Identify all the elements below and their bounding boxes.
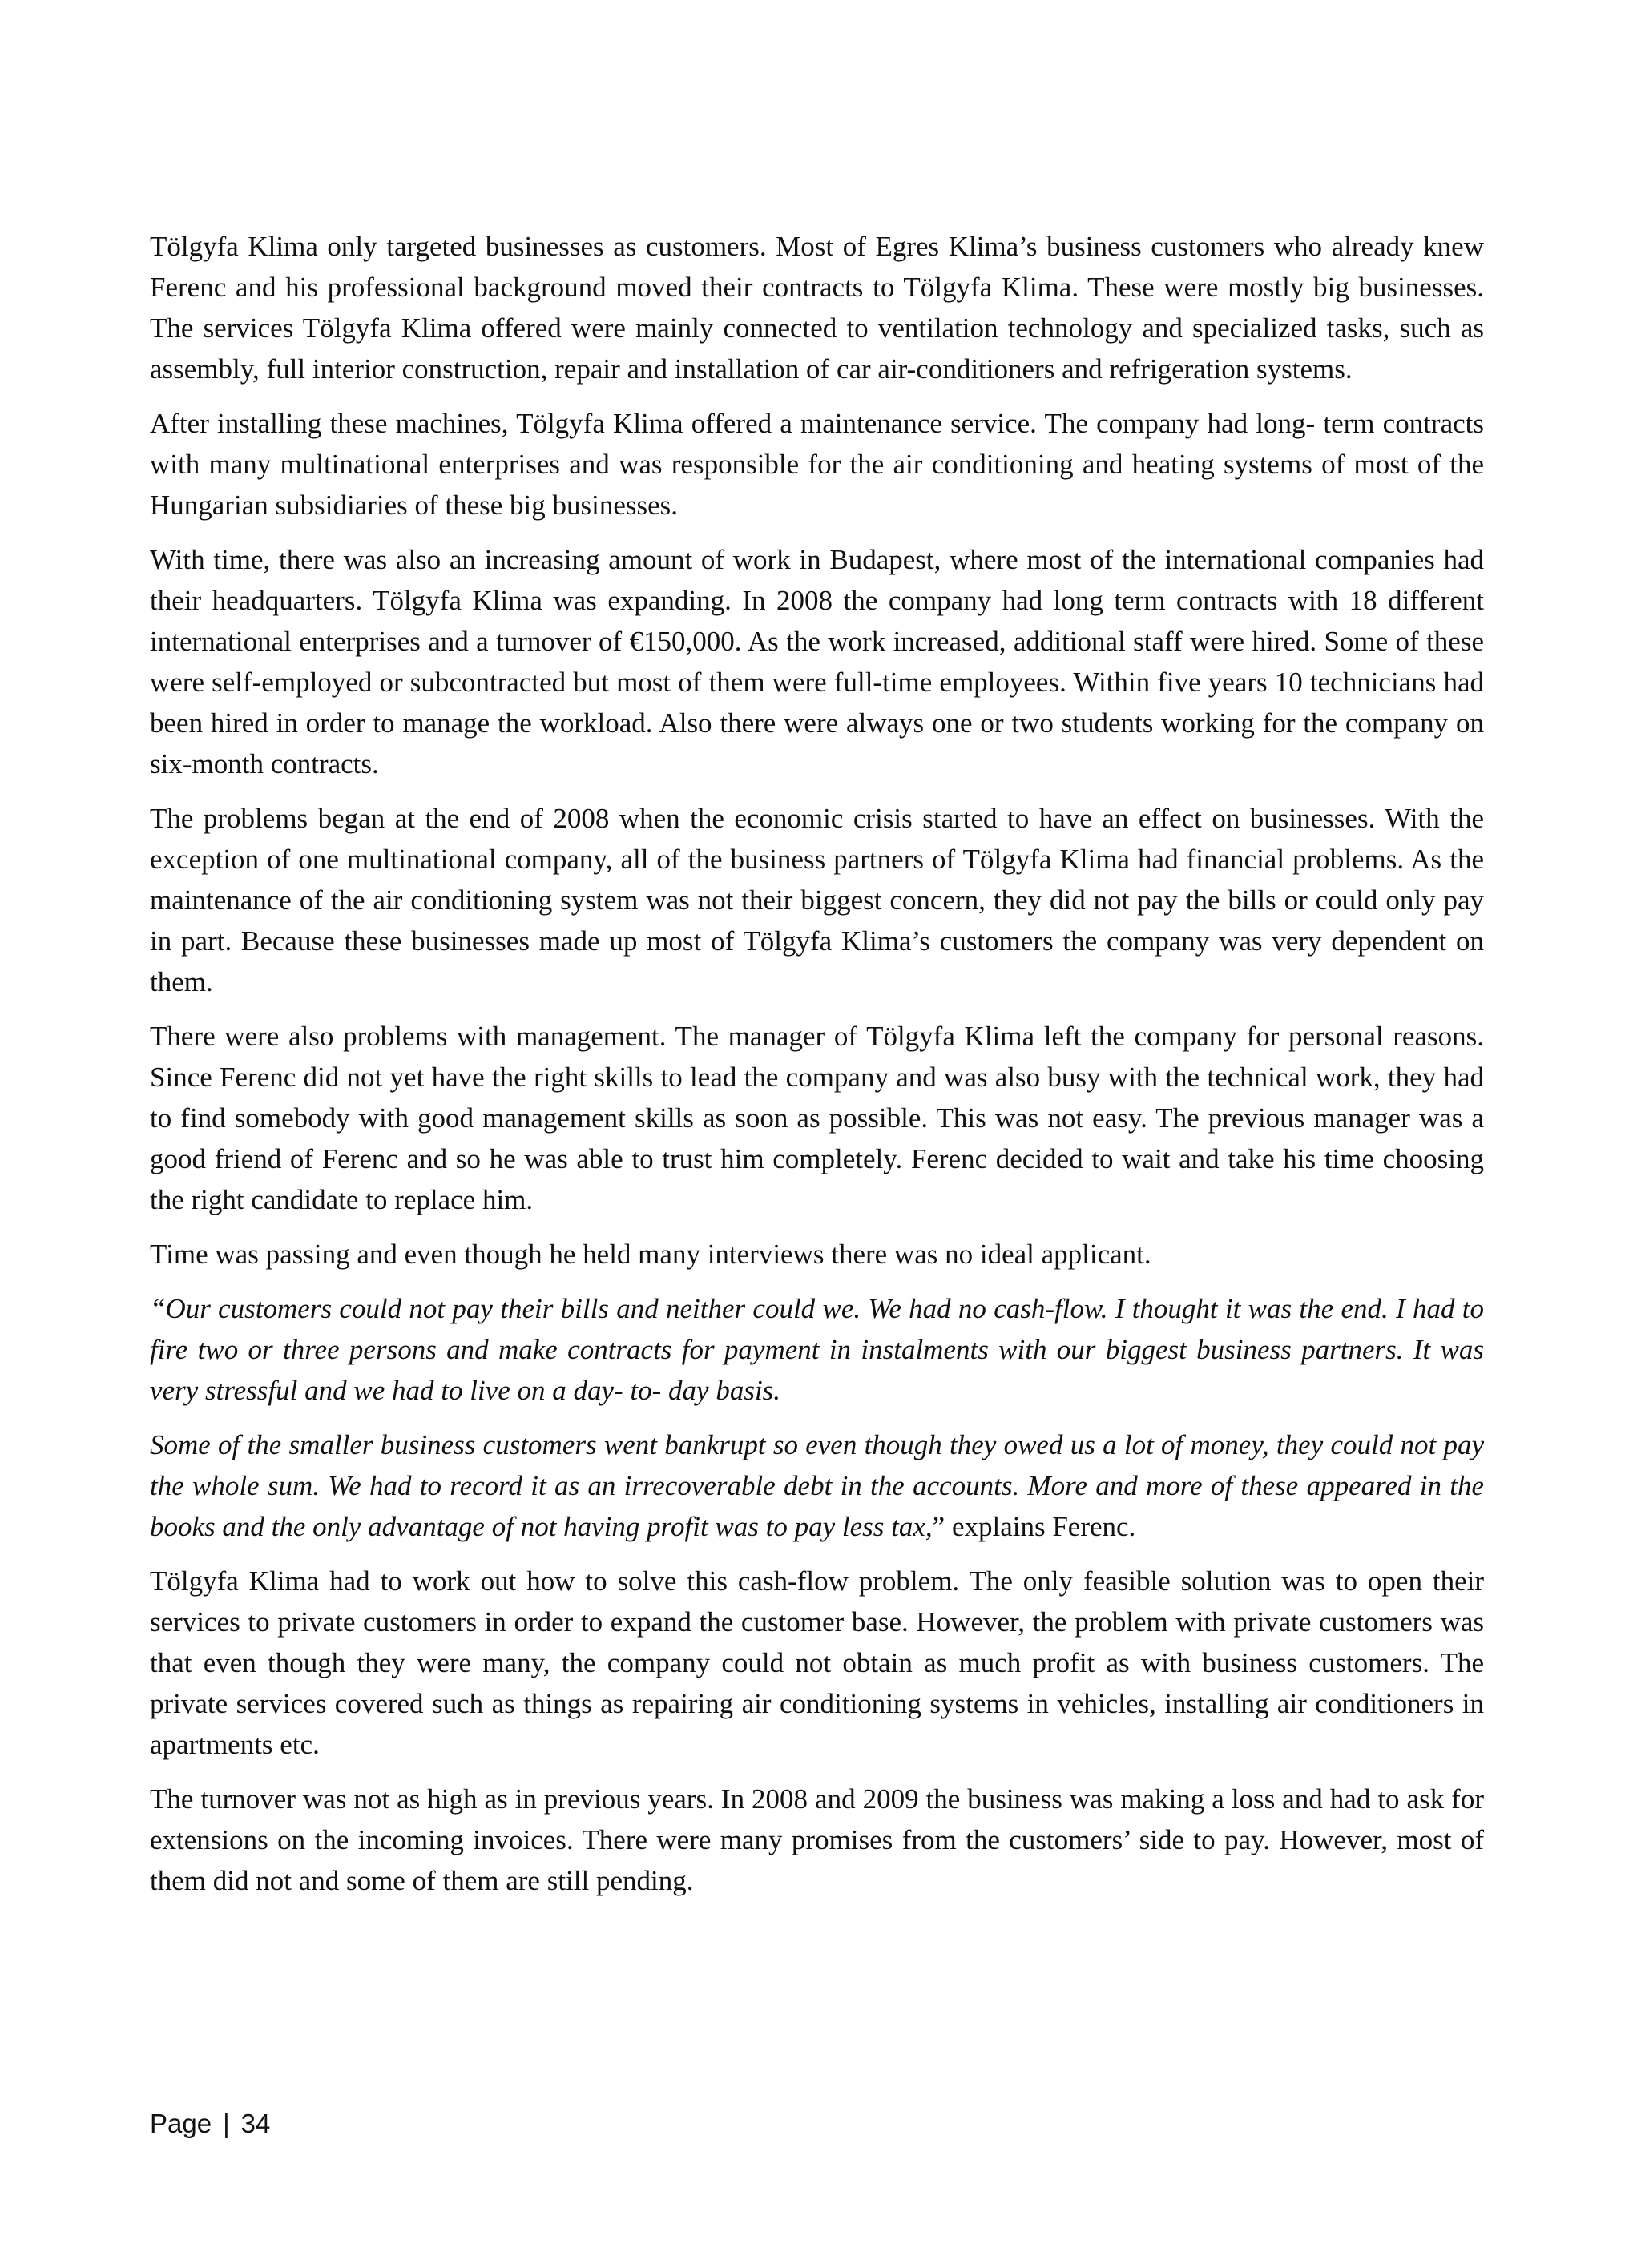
footer-page-label: Page — [150, 2109, 212, 2138]
quote-attribution: ” explains Ferenc. — [932, 1511, 1136, 1542]
body-text — [150, 226, 1484, 1915]
paragraph-crisis: The problems began at the end of 2008 when the economic crisis started to have an effect on businesses. With the exception of one multinational company, all of the business partners of Tölgyfa Klima had financial problems. As the maintenance of the air conditioning system was not their biggest concern, they did not pay the bills or could only pay in part. Because these businesses made up most of Tölgyfa Klima’s customers the company was very dependent on them. — [150, 803, 1484, 997]
paragraph-turnover: The turnover was not as high as in previous years. In 2008 and 2009 the business was making a loss and had to ask for extensions on the incoming invoices. There were many promises from the customers’ side to pay. However, most of them did not and some of them are still pending. — [150, 1783, 1484, 1896]
quote-cash-flow: “Our customers could not pay their bills and neither could we. We had no cash-flow. I thought it was the end. I had to fire two or three persons and make contracts for payment in instalments with our biggest business partners. It was very stressful and we had to live on a day- to- day basis. — [150, 1293, 1484, 1406]
footer-separator: | — [223, 2109, 230, 2138]
paragraph-management: There were also problems with management. The manager of Tölgyfa Klima left the company for personal reasons. Since Ferenc did not yet have the right skills to lead the company and was also busy with the technical work, they had to find somebody with good management skills as soon as possible. This was not easy. The previous manager was a good friend of Ferenc and so he was able to trust him completely. Ferenc decided to wait and take his time choosing the right candidate to replace him. — [150, 1021, 1484, 1215]
quote-bankrupt — [150, 1424, 1484, 1547]
footer-page-number: 34 — [240, 2109, 271, 2138]
paragraph-solution: Tölgyfa Klima had to work out how to solve this cash-flow problem. The only feasible solution was to open their services to private customers in order to expand the customer base. However, the problem with private customers was that even though they were many, the company could not obtain as much profit as with business customers. The private services covered such as things as repairing air conditioning systems in vehicles, installing air conditioners in apartments etc. — [150, 1565, 1484, 1760]
page-footer — [150, 2109, 270, 2139]
paragraph-customers: Tölgyfa Klima only targeted businesses as customers. Most of Egres Klima’s business customers who already knew Ferenc and his professional background moved their contracts to Tölgyfa Klima. These were mostly big businesses. The services Tölgyfa Klima offered were mainly connected to ventilation technology and specialized tasks, such as assembly, full interior construction, repair and installation of car air-conditioners and refrigeration systems. — [150, 231, 1484, 385]
paragraph-expansion: With time, there was also an increasing amount of work in Budapest, where most of the international companies had their headquarters. Tölgyfa Klima was expanding. In 2008 the company had long term contracts with 18 different international enterprises and a turnover of €150,000. As the work increased, additional staff were hired. Some of these were self-employed or subcontracted but most of them were full-time employees. Within five years 10 technicians had been hired in order to manage the workload. Also there were always one or two students working for the company on six-month contracts. — [150, 544, 1484, 779]
paragraph-interviews: Time was passing and even though he held many interviews there was no ideal applicant. — [150, 1239, 1151, 1270]
quote-bankrupt-italic: Some of the smaller business customers went bankrupt so even though they owed us a lot of money, they could not pay the whole sum. We had to record it as an irrecoverable debt in the accounts. More and more of these appeared in the books and the only advantage of not having profit was to pay less tax, — [150, 1429, 1484, 1542]
paragraph-maintenance: After installing these machines, Tölgyfa Klima offered a maintenance service. The company had long- term contracts with many multinational enterprises and was responsible for the air conditioning and heating systems of most of the Hungarian subsidiaries of these big businesses. — [150, 408, 1484, 521]
